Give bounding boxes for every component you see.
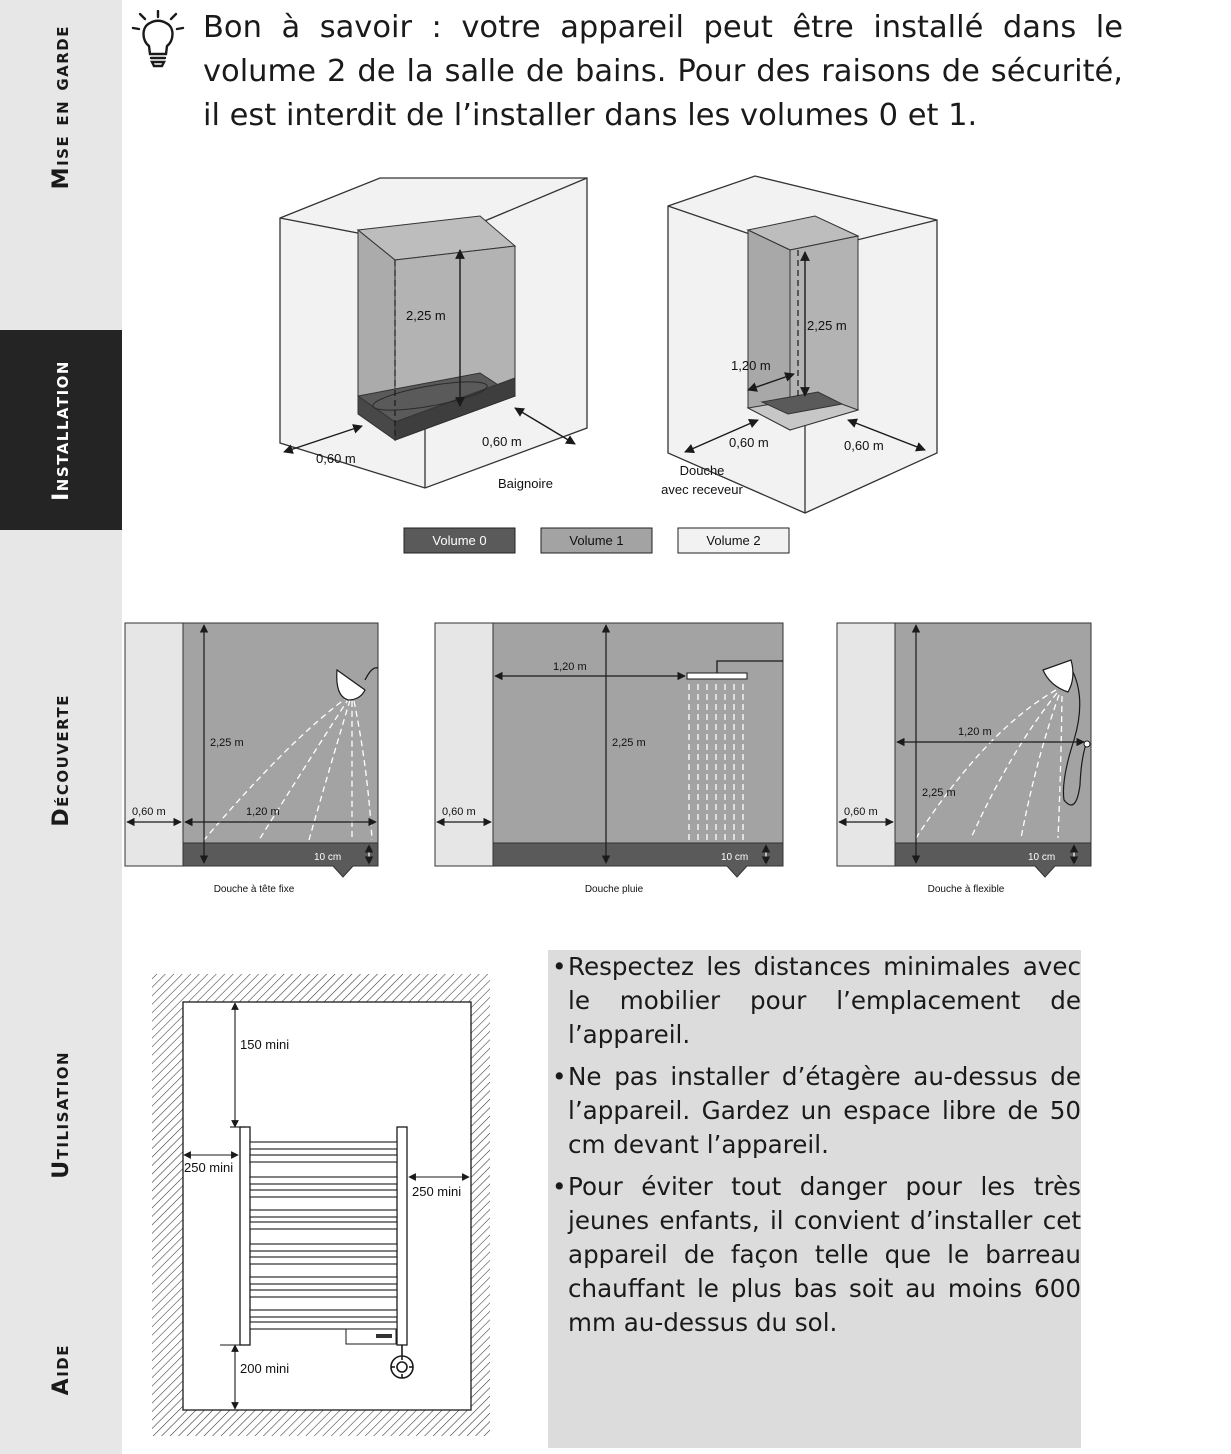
rain-caption: Douche pluie <box>584 884 644 895</box>
bathtub-height-label: 2,25 m <box>406 308 446 323</box>
shower-rain-figure <box>434 620 786 900</box>
shower-reach-label: 1,20 m <box>731 358 771 373</box>
tab-mise-en-garde[interactable] <box>0 0 122 215</box>
tab-decouverte[interactable] <box>0 640 122 880</box>
safety-note: • Ne pas installer d’étagère au-dessus de l’appareil. Gardez un espace libre de 50 cm devant l’appareil. <box>548 1060 1081 1162</box>
bathtub-left-distance: 0,60 m <box>316 451 356 466</box>
tab-decouverte-label: Découverte <box>48 693 74 827</box>
flexible-reach-label: 1,20 m <box>958 726 992 738</box>
lightbulb-icon <box>130 10 186 70</box>
tip-text: Bon à savoir : votre appareil peut être installé dans le volume 2 de la salle de bains. Pour des raisons de sécurité, il est interdit de l’installer dans les volumes 0 et 1. <box>203 10 1123 133</box>
shower-fixed-head-figure <box>124 620 380 900</box>
shower-room <box>661 176 937 513</box>
shower-right-distance: 0,60 m <box>844 438 884 453</box>
shower-caption-line2: avec receveur <box>661 482 743 497</box>
safety-note: • Respectez les distances minimales avec le mobilier pour l’emplacement de l’appareil. <box>548 950 1081 1052</box>
tab-installation-label: Installation <box>48 359 74 501</box>
sidebar <box>0 0 122 1454</box>
shower-left-distance: 0,60 m <box>729 435 769 450</box>
legend-volume-2: Volume 2 <box>706 533 761 548</box>
volume-legend <box>404 528 789 553</box>
rain-side-label: 0,60 m <box>442 806 476 818</box>
clearance-bottom-label: 200 mini <box>240 1361 290 1376</box>
clearance-top-label: 150 mini <box>240 1037 290 1052</box>
safety-note: • Pour éviter tout danger pour les très jeunes enfants, il convient d’installer cet appareil de façon telle que le barreau chauffant le plus bas soit au moins 600 mm au-dessus du sol. <box>548 1170 1081 1340</box>
tab-utilisation-label: Utilisation <box>48 1051 74 1179</box>
rain-height-label: 2,25 m <box>612 737 646 749</box>
flexible-side-label: 0,60 m <box>844 806 878 818</box>
flexible-height-label: 2,25 m <box>922 787 956 799</box>
bathroom-volumes-figure <box>270 168 960 558</box>
bathtub-room <box>280 178 587 491</box>
rain-reach-label: 1,20 m <box>553 661 587 673</box>
tab-utilisation[interactable] <box>0 1000 122 1230</box>
towel-rail-clearance-figure <box>150 972 492 1438</box>
flexible-caption: Douche à flexible <box>927 884 1005 895</box>
shower-flexible-figure <box>836 620 1094 900</box>
tab-installation[interactable] <box>0 330 122 530</box>
fixed-caption: Douche à tête fixe <box>213 884 295 895</box>
flexible-tray-label: 10 cm <box>1028 852 1056 863</box>
clearance-left-label: 250 mini <box>184 1160 234 1175</box>
fixed-tray-label: 10 cm <box>314 852 342 863</box>
shower-height-label: 2,25 m <box>807 318 847 333</box>
fixed-height-label: 2,25 m <box>210 737 244 749</box>
clearance-right-label: 250 mini <box>412 1184 462 1199</box>
rain-tray-label: 10 cm <box>721 852 749 863</box>
legend-volume-1: Volume 1 <box>569 533 624 548</box>
bathtub-caption: Baignoire <box>498 476 553 491</box>
tab-mise-en-garde-label: Mise en garde <box>48 25 74 190</box>
tab-aide[interactable] <box>0 1300 122 1440</box>
shower-caption-line1: Douche <box>679 463 725 478</box>
safety-notes <box>548 950 1081 1448</box>
fixed-reach-label: 1,20 m <box>246 806 280 818</box>
tab-aide-label: Aide <box>48 1344 74 1396</box>
bathtub-right-distance: 0,60 m <box>482 434 522 449</box>
legend-volume-0: Volume 0 <box>432 533 487 548</box>
fixed-side-label: 0,60 m <box>132 806 166 818</box>
